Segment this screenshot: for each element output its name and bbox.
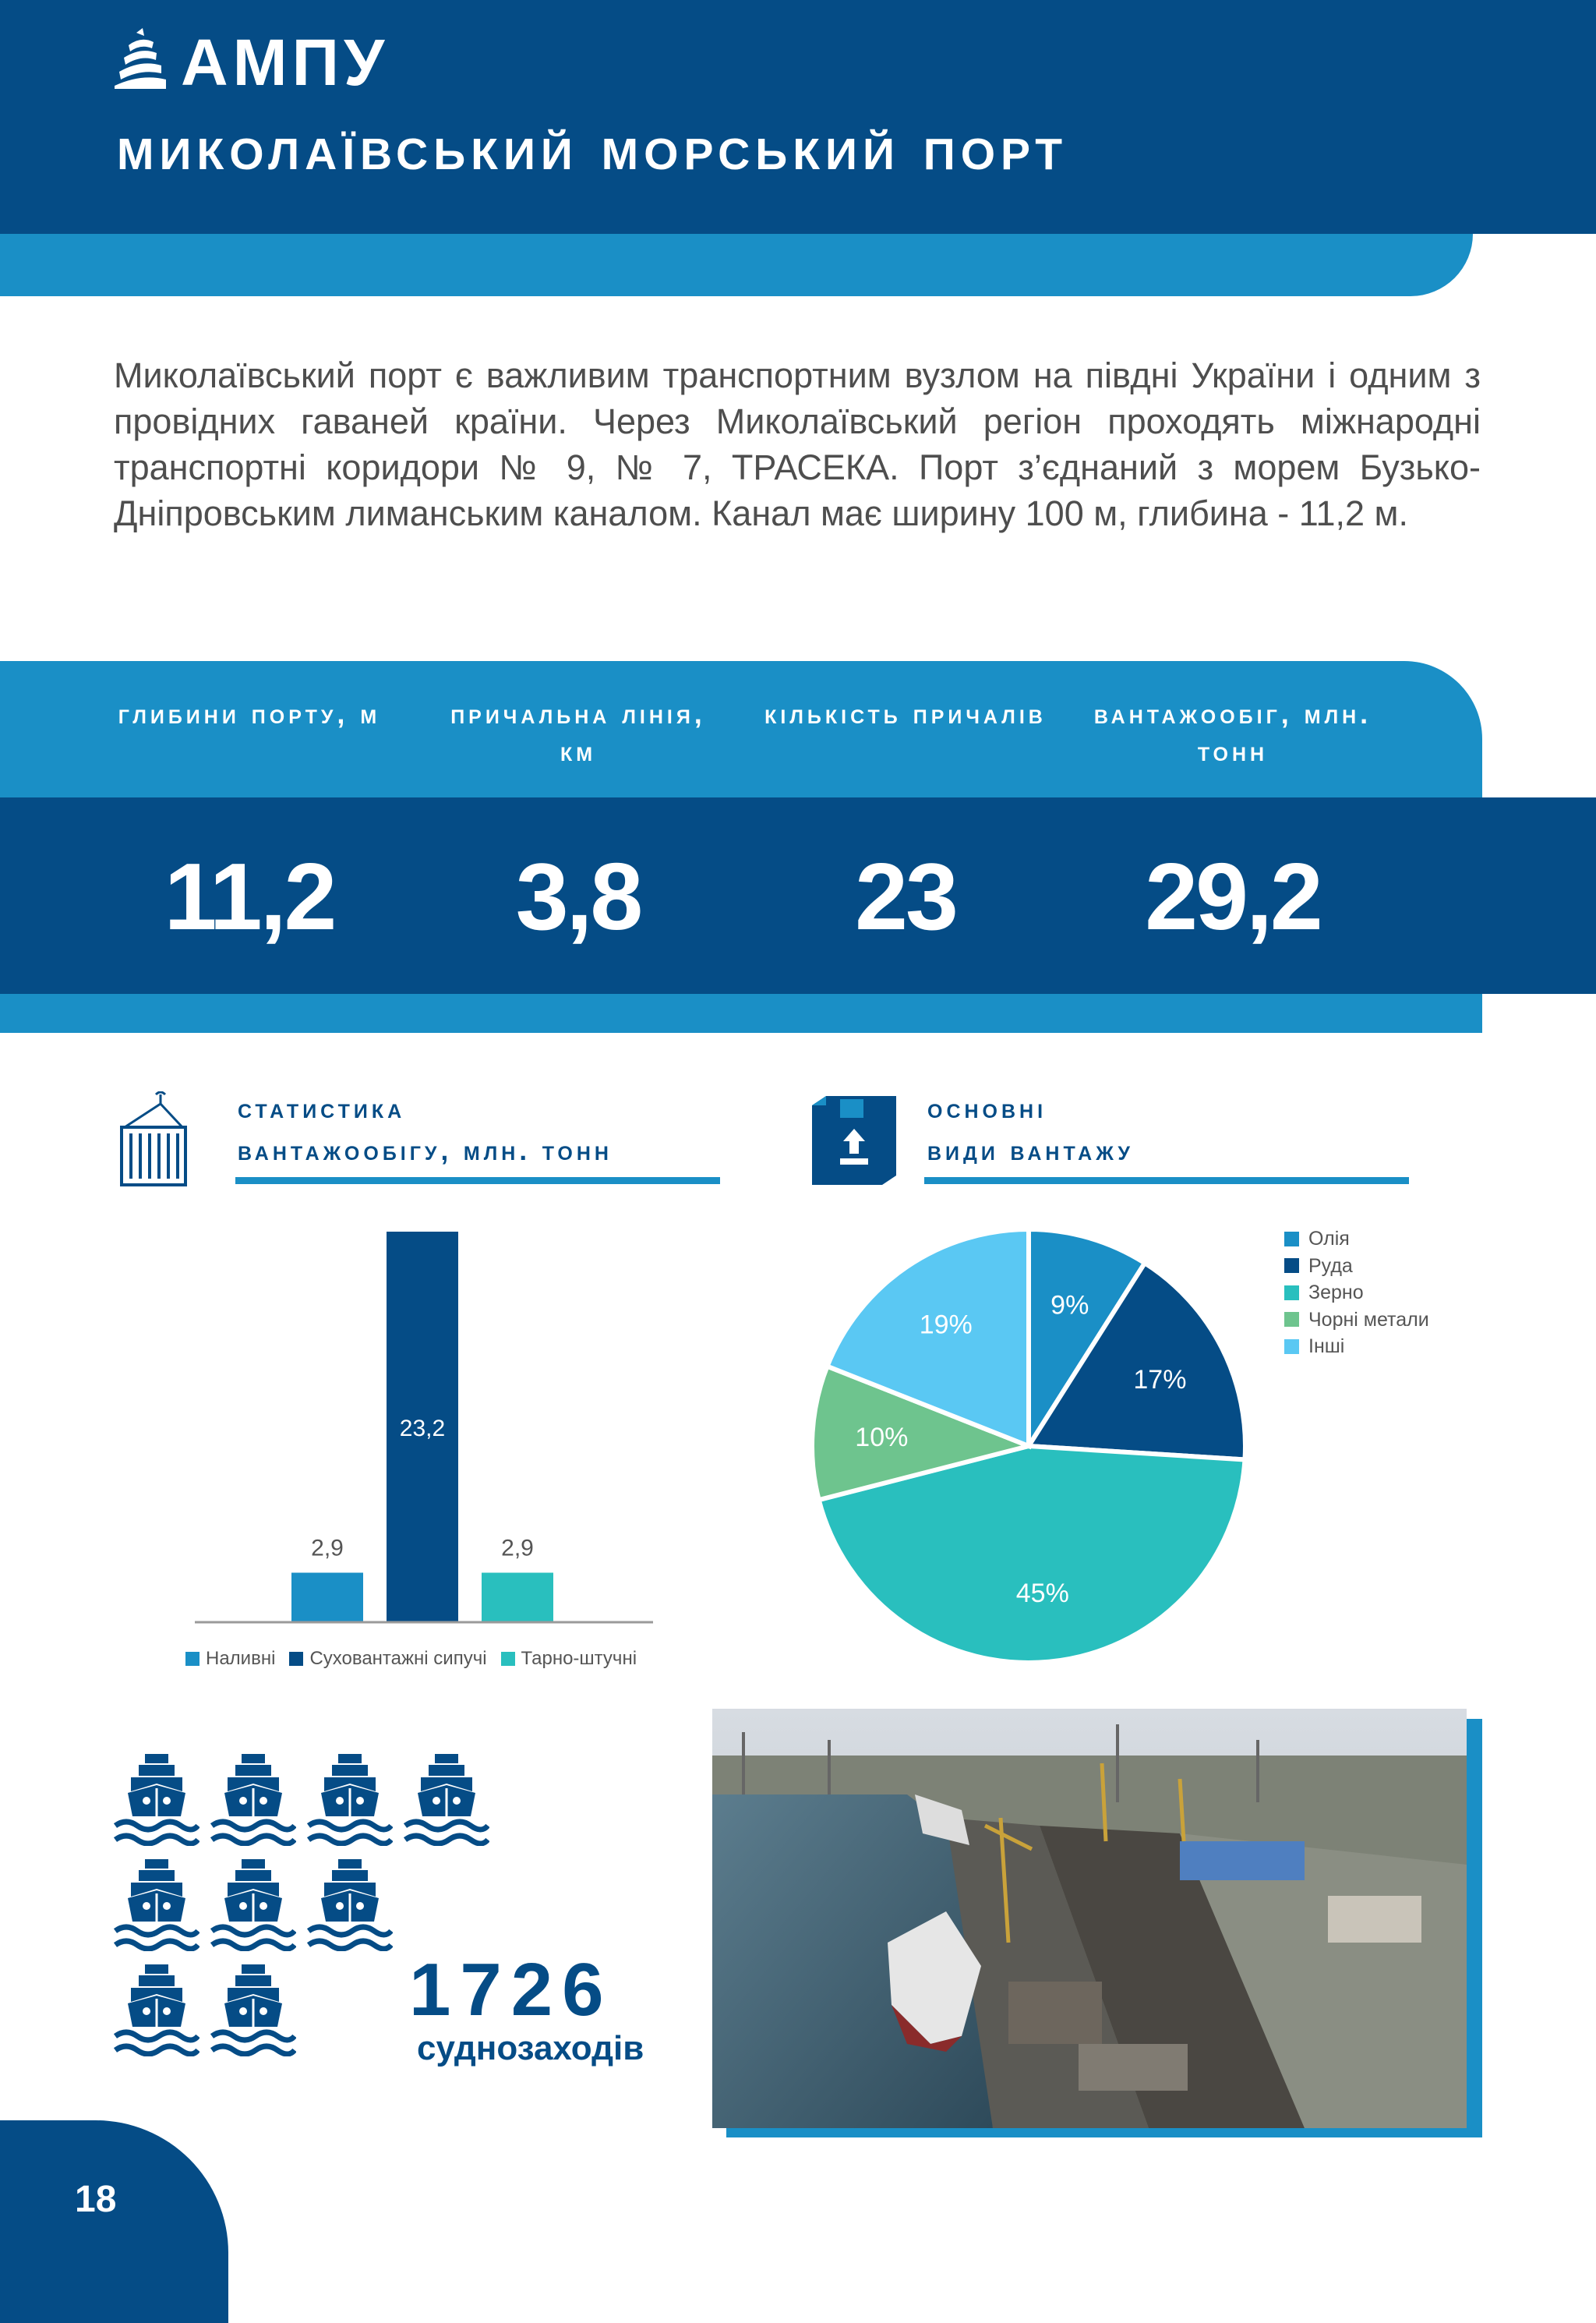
bar-value-label: 2,9 bbox=[501, 1535, 534, 1561]
legend-swatch bbox=[501, 1652, 515, 1666]
legend-label: Чорні метали bbox=[1308, 1308, 1429, 1331]
page-number: 18 bbox=[75, 2179, 117, 2220]
legend-swatch bbox=[1284, 1258, 1299, 1273]
pie-section-title-1: основні bbox=[927, 1094, 1047, 1124]
legend-item-grain bbox=[1284, 1279, 1429, 1306]
ship-icon bbox=[114, 1859, 200, 1951]
bar-section-title-1: статистика bbox=[238, 1094, 406, 1124]
ship-icon bbox=[114, 1754, 200, 1846]
legend-item-ore bbox=[1284, 1253, 1429, 1280]
stats-bottom-strip bbox=[0, 994, 1482, 1033]
legend-swatch bbox=[1284, 1339, 1299, 1354]
intro-paragraph: Миколаївський порт є важливим транспортним вузлом на півдні України і одним з провідних гаваней країни. Через Миколаївський регіон проходять міжнародні транспортні коридори № 9, № 7, ТРАСЕКА. Порт з’єднаний з морем Бузько-Дніпровським лиманським каналом. Канал має ширину 100 м, глибина - 11,2 м. bbox=[114, 355, 1481, 533]
legend-item-liquid bbox=[185, 1648, 275, 1670]
legend-item-ferrous-metals bbox=[1284, 1306, 1429, 1334]
legend-item-other bbox=[1284, 1333, 1429, 1360]
port-aerial-photo bbox=[712, 1709, 1467, 2128]
pie-value-label: 19% bbox=[919, 1310, 973, 1340]
pie-value-label: 10% bbox=[855, 1423, 909, 1453]
legend-label: Зерно bbox=[1308, 1282, 1364, 1303]
legend-label: Руда bbox=[1308, 1254, 1353, 1277]
legend-item-dry-bulk bbox=[289, 1648, 486, 1670]
header-accent-band bbox=[0, 234, 1473, 296]
legend-label: Суховантажні сипучі bbox=[309, 1648, 487, 1669]
legend-swatch bbox=[1284, 1312, 1299, 1327]
pie-value-label: 17% bbox=[1133, 1365, 1187, 1395]
legend-swatch bbox=[289, 1652, 303, 1666]
cargo-types-pie-chart bbox=[803, 1220, 1255, 1672]
port-aerial-image bbox=[712, 1709, 1467, 2128]
legend-swatch bbox=[1284, 1232, 1299, 1246]
ship-icon bbox=[307, 1859, 393, 1951]
bar-value-label: 2,9 bbox=[311, 1535, 344, 1561]
page-title: миколаївський морський порт bbox=[117, 112, 1068, 183]
stat-value-berth-count: 23 bbox=[855, 843, 956, 949]
lighthouse-logo-icon bbox=[113, 28, 168, 90]
cargo-turnover-bar-chart bbox=[187, 1216, 686, 1637]
bar-chart-legend bbox=[185, 1648, 637, 1670]
legend-label: Наливні bbox=[206, 1648, 276, 1669]
port-calls-caption: суднозаходів bbox=[417, 2029, 644, 2067]
bar-2 bbox=[482, 1573, 553, 1622]
legend-item-oil bbox=[1284, 1225, 1429, 1253]
logo-text: АМПУ bbox=[181, 26, 390, 99]
legend-label: Олія bbox=[1308, 1228, 1350, 1250]
stat-value-turnover: 29,2 bbox=[1145, 843, 1321, 949]
pie-value-label: 9% bbox=[1050, 1290, 1089, 1321]
bar-section-underline bbox=[235, 1177, 720, 1184]
legend-item-general-cargo bbox=[501, 1648, 637, 1670]
ship-icon bbox=[307, 1754, 393, 1846]
ship-icon bbox=[114, 1964, 200, 2056]
pie-section-underline bbox=[924, 1177, 1409, 1184]
legend-swatch bbox=[1284, 1285, 1299, 1300]
legend-label: Тарно-штучні bbox=[521, 1648, 637, 1669]
legend-label: Інші bbox=[1308, 1335, 1345, 1357]
pie-section-title-2: види вантажу bbox=[927, 1136, 1134, 1166]
ship-icon bbox=[210, 1859, 296, 1951]
bar-0 bbox=[291, 1573, 363, 1622]
bar-value-label: 23,2 bbox=[399, 1416, 446, 1441]
pie-chart-legend bbox=[1284, 1225, 1429, 1360]
ship-icon bbox=[210, 1754, 296, 1846]
stat-label-turnover: вантажообіг, млн. тонн bbox=[1093, 698, 1372, 767]
legend-swatch bbox=[185, 1652, 200, 1666]
ship-icon bbox=[404, 1754, 489, 1846]
stat-label-berth-line: причальна лінія, км bbox=[450, 698, 706, 767]
stat-value-berth-line: 3,8 bbox=[515, 843, 641, 949]
stat-value-depth: 11,2 bbox=[164, 843, 335, 949]
bar-section-title-2: вантажообігу, млн. тонн bbox=[238, 1136, 613, 1166]
pie-value-label: 45% bbox=[1015, 1579, 1069, 1609]
ship-icon bbox=[210, 1964, 296, 2056]
container-crane-icon bbox=[118, 1091, 189, 1186]
cargo-box-icon bbox=[810, 1094, 898, 1186]
stat-label-depth: глибини порту, м bbox=[118, 698, 381, 730]
port-calls-total: 1726 bbox=[409, 1948, 613, 2031]
stat-label-berth-count: кількість причалів bbox=[764, 698, 1047, 730]
